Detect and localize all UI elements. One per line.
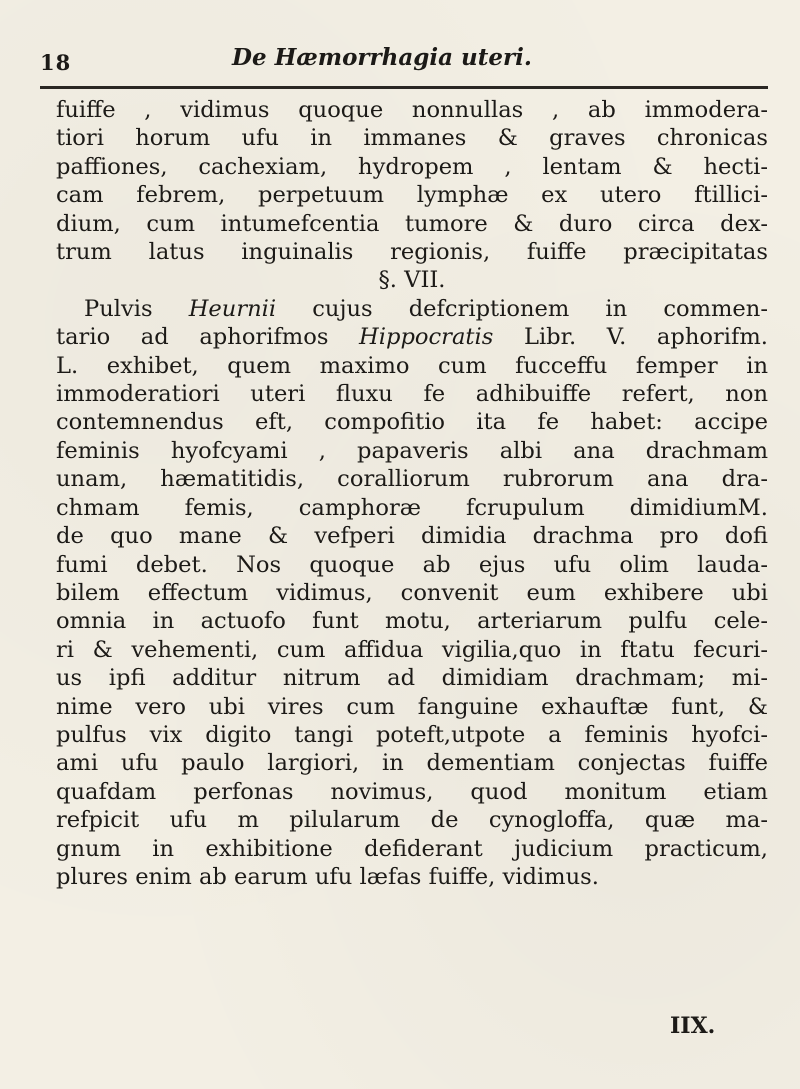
text-line: immoderatiori uteri fluxu fe adhibuiffe refert, non: [56, 381, 768, 408]
section-heading: §. VII.: [378, 267, 446, 294]
catchword: IIX.: [670, 1013, 716, 1039]
text-line: feminis hyofcyami , papaveris albi ana drachmam: [56, 437, 768, 464]
text-line: fumi debet. Nos quoque ab ejus ufu olim lauda-: [56, 551, 768, 578]
author-name: Hippocratis: [359, 324, 494, 351]
text-line: [56, 295, 768, 323]
text-fragment: tario ad aphorifmos: [56, 324, 360, 351]
text-line: pulfus vix digito tangi poteft,utpote a feminis hyofci-: [56, 721, 768, 748]
text-line: fuiffe , vidimus quoque nonnullas , ab immodera-: [56, 97, 768, 123]
text-line: chmam femis, camphoræ fcrupulum dimidiumM.: [56, 494, 768, 521]
header-rule: [40, 86, 768, 89]
text-fragment: Pulvis: [84, 295, 189, 322]
text-line: [56, 323, 768, 351]
text-line: gnum in exhibitione defiderant judicium practicum,: [56, 835, 768, 862]
page-number: 18: [40, 50, 72, 75]
text-line: paffiones, cachexiam, hydropem , lentam & hecti-: [56, 153, 768, 180]
text-line: bilem effectum vidimus, convenit eum exhibere ubi: [56, 579, 768, 606]
text-line: dium, cum intumefcentia tumore & duro circa dex-: [56, 210, 768, 237]
text-line: us ipfi additur nitrum ad dimidiam drachmam; mi-: [56, 665, 768, 692]
body-text: [56, 96, 768, 891]
text-line: quafdam perfonas novimus, quod monitum etiam: [56, 778, 768, 805]
text-line: ami ufu paulo largiori, in dementiam conjectas fuiffe: [56, 750, 768, 777]
text-line: cam febrem, perpetuum lymphæ ex utero ftillici-: [56, 182, 768, 209]
text-line: trum latus inguinalis regionis, fuiffe præcipitatas: [56, 239, 768, 266]
text-fragment: cujus defcriptionem in commen-: [276, 295, 768, 322]
text-line: tiori horum ufu in immanes & graves chronicas: [56, 125, 768, 152]
text-line: de quo mane & vefperi dimidia drachma pro dofi: [56, 523, 768, 550]
running-title: De Hæmorrhagia uteri.: [232, 44, 532, 71]
text-line: contemnendus eft, compofitio ita fe habet: accipe: [56, 409, 768, 436]
author-name: Heurnii: [188, 295, 277, 322]
text-fragment: Libr. V. aphorifm.: [493, 324, 768, 351]
text-line: plures enim ab earum ufu læfas fuiffe, vidimus.: [56, 863, 599, 890]
text-line: nime vero ubi vires cum fanguine exhauftæ funt, &: [56, 693, 768, 720]
page-header: [40, 42, 770, 82]
text-line: L. exhibet, quem maximo cum fucceffu femper in: [56, 352, 768, 379]
text-line: ri & vehementi, cum affidua vigilia,quo in ftatu fecuri-: [56, 636, 768, 663]
text-line: omnia in actuofo funt motu, arteriarum pulfu cele-: [56, 608, 768, 635]
text-line: refpicit ufu m pilularum de cynogloffa, quæ ma-: [56, 807, 768, 834]
text-line: unam, hæmatitidis, coralliorum rubrorum ana dra-: [56, 466, 768, 493]
